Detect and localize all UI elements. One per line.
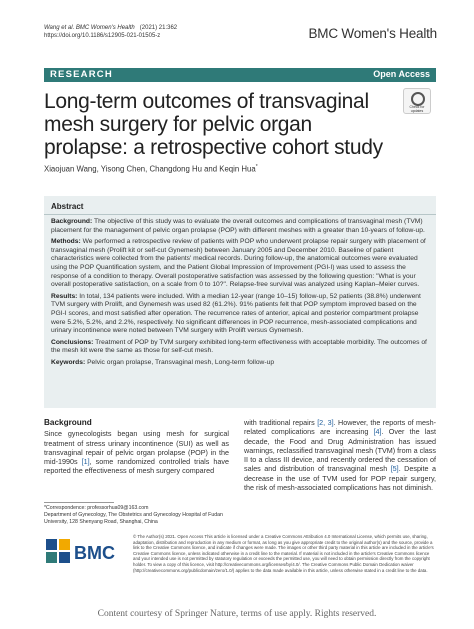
check-updates-label: Check for updates xyxy=(409,105,425,113)
article-type-banner xyxy=(44,68,436,82)
section-text: In total, 134 patients were included. With a median 12-year (range 10–15) follow-up, 52 patients (38.8%) underwent TVM surgery with Prolift, and Gynemesh was used 82 (61.2%). 91% patients felt that POP symptom improved based on the PGI-I scores, and most satisfied after operation. The recurrence rates of anterior, apical and posterior compartment prolapse were 5.2%, 5.2%, and 2.2%, respectively. No significant differences in POP recurrence, mesh-associated complications and urinary incontinence were noted between TVM surgery with Prolift versus Gynemesh. xyxy=(51,292,421,335)
logo-square xyxy=(59,552,70,563)
reference-link[interactable]: [4] xyxy=(373,427,382,437)
license-statement: © The Author(s) 2021. Open Access This article is licensed under a Creative Commons Attribution 4.0 International License, which permits use, sharing, adaptation, distribution and reproduction in any medium or format, as long as you give appropriate credit to the original author(s) and the source, provide a link to the Creative Commons licence, and indicate if changes were made. The images or other third party material in this article are included in the article's Creative Commons licence, unless indicated otherwise in a credit line to the material. If material is not included in the article's Creative Commons licence and your intended use is not permitted by statutory regulation or exceeds the permitted use, you will need to obtain permission directly from the copyright holder. To view a copy of this licence, visit http://creativecommons.org/licenses/by/4.0/. The Creative Commons Public Domain Dedication waiver (http://creativecommons.org/publicdomain/zero/1.0/) applies to the data made available in this article, unless otherwise stated in a credit line to the data. xyxy=(133,534,434,573)
logo-square xyxy=(59,539,70,550)
logo-text: BMC xyxy=(74,543,115,563)
section-text: Pelvic organ prolapse, Transvaginal mesh, Long-term follow-up xyxy=(87,358,275,366)
body-text: . Despite a decrease in the use of TVM used for POP repair surgery, the risk of mesh-associated complications has not diminish. xyxy=(244,464,436,493)
section-label: Methods: xyxy=(51,238,81,246)
corresponding-mark: * xyxy=(255,164,258,170)
journal-name: BMC Women's Health xyxy=(308,26,437,41)
logo-square xyxy=(46,539,57,550)
correspondence-footnote xyxy=(44,505,232,526)
abstract-box xyxy=(44,196,436,408)
section-label: Keywords: xyxy=(51,358,86,366)
body-text: Since gynecologists began using mesh for surgical treatment of stress urinary incontinence (SUI) as well as transvaginal repair of pelvic organ prolapse (POP) in the mid-1990s xyxy=(44,429,229,467)
affiliation-text: Department of Gynecology, The Obstetrics and Gynecology Hospital of Fudan University, 128 Shenyang Road, Shanghai, China xyxy=(44,512,223,525)
citation-header xyxy=(44,24,177,40)
article-title: Long-term outcomes of transvaginal mesh surgery for pelvic organ prolapse: a retrospective cohort study xyxy=(44,90,383,159)
update-check-icon xyxy=(411,92,425,106)
correspondence-email: *Correspondence: professorhua09@163.com xyxy=(44,505,149,511)
open-access-label: Open Access xyxy=(373,69,430,79)
body-text: . However, the reports of mesh-related complications are increasing xyxy=(244,418,436,437)
abstract-body xyxy=(51,218,431,371)
reference-link[interactable]: [2, 3] xyxy=(317,418,334,427)
citation-year: (2021) 21:362 xyxy=(139,25,178,31)
background-heading: Background xyxy=(44,418,92,427)
body-text: . Over the last decade, the Food and Drug Administration has issued warnings, reclassified transvaginal mesh (TVM) from a class II to a class III device, and recently ordered the cessation of sales and distribution of transvaginal mesh xyxy=(244,427,436,474)
logo-square xyxy=(46,552,57,563)
authors-text: Xiaojuan Wang, Yisong Chen, Changdong Hu and Keqin Hua xyxy=(44,164,256,174)
article-type-label: RESEARCH xyxy=(50,69,113,80)
abstract-results xyxy=(51,293,431,336)
body-column-left xyxy=(44,418,229,476)
citation-authors: Wang et al. BMC Women's Health xyxy=(44,25,135,31)
abstract-conclusions xyxy=(51,339,431,356)
section-label: Conclusions: xyxy=(51,338,94,346)
abstract-divider xyxy=(44,214,436,215)
section-label: Results: xyxy=(51,292,78,300)
reference-link[interactable]: [5] xyxy=(390,464,399,474)
body-text: with traditional repairs xyxy=(244,418,318,427)
bmc-logo xyxy=(44,535,124,567)
section-text: The objective of this study was to evaluate the overall outcomes and complications of transvaginal mesh (TVM) placement for the management of pelvic organ prolapse (POP) with different meshes with a greater than 10-years of follow-up. xyxy=(51,218,425,234)
abstract-heading: Abstract xyxy=(51,202,84,211)
section-text: We performed a retrospective review of patients with POP who underwent prolapse repair surgery with placement of transvaginal mesh (Prolift kit or self-cut Gynemesh) between January 2005 and December 2010. Baseline of patient characteristics were collected from the patients' medical records. During follow-up, the anatomical outcomes were evaluated using the POP Quantification system, and the Patient Global Impression of Improvement (PGI-I) was used to assess the response of a condition to therapy. Overall postoperative satisfaction was assessed by the following question: "What is your overall postoperative satisfaction, on a scale from 0 to 10?". Relapse-free survival was analyzed using Kaplan–Meier curves. xyxy=(51,238,426,289)
body-text: , some randomized controlled trials have reported the effectiveness of mesh surgery compared xyxy=(44,457,229,476)
abstract-keywords xyxy=(51,359,431,368)
footnote-divider xyxy=(44,502,114,503)
check-for-updates-badge[interactable] xyxy=(403,88,431,114)
section-label: Background: xyxy=(51,218,93,225)
source-credit: Content courtesy of Springer Nature, terms of use apply. Rights reserved. xyxy=(97,609,377,619)
abstract-background xyxy=(51,218,431,235)
section-text: Treatment of POP by TVM surgery exhibited long-term effectiveness with acceptable morbidity. The outcomes of the mesh kit were the same as those for self-cut mesh. xyxy=(51,338,427,355)
body-column-right xyxy=(244,418,436,492)
author-list xyxy=(44,164,258,174)
doi-link[interactable]: https://doi.org/10.1186/s12905-021-01505-z xyxy=(44,33,161,39)
abstract-methods xyxy=(51,238,431,290)
reference-link[interactable]: [1] xyxy=(81,457,90,467)
